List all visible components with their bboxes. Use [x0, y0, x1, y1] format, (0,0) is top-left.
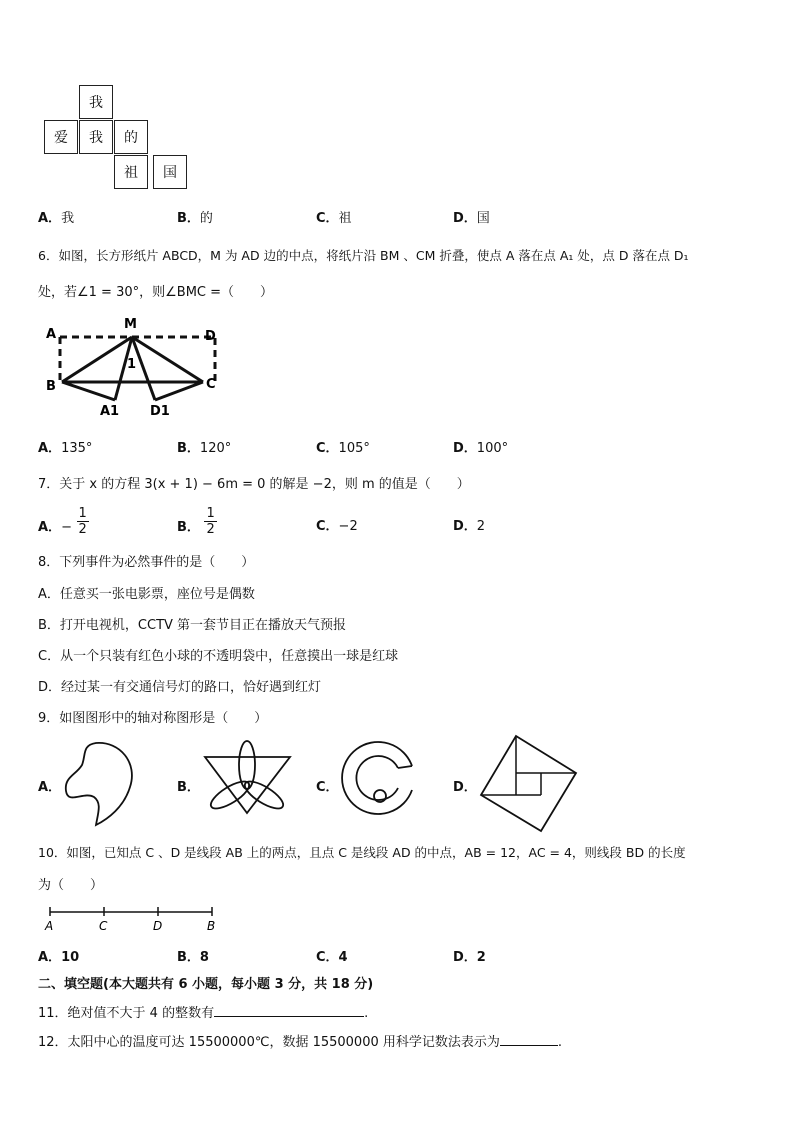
option-letter: A．	[38, 211, 62, 226]
minus-sign: −	[61, 520, 72, 535]
q9-figure-a	[58, 735, 138, 830]
q12-end: .	[557, 1035, 563, 1050]
option-letter: B．	[177, 520, 200, 535]
option-letter: C．	[316, 950, 339, 965]
q7-option-d	[453, 515, 485, 534]
option-text: 我	[61, 211, 75, 226]
q9-figure-b	[200, 735, 295, 820]
q9-figure-c	[338, 738, 418, 818]
option-letter: C．	[316, 211, 339, 226]
q10-figure	[40, 903, 230, 933]
fraction	[77, 506, 89, 537]
option-letter: D．	[453, 441, 477, 456]
net-cell: 爱	[44, 120, 78, 154]
q6-option-d	[453, 437, 508, 456]
q6-text-line2: 处，若∠1 = 30°，则∠BMC =（ ）	[38, 285, 274, 300]
label-A1: A1	[100, 404, 120, 419]
q5-option-d	[453, 207, 490, 226]
option-letter: B．	[177, 211, 200, 226]
option-text: 祖	[338, 211, 352, 226]
option-letter: D．	[453, 211, 477, 226]
label-C: C	[99, 919, 108, 933]
q9-label-d: D．	[453, 780, 477, 795]
denominator: 2	[206, 522, 215, 537]
q6-option-b	[177, 437, 231, 456]
q11	[38, 1002, 368, 1021]
q5-option-b	[177, 207, 213, 226]
label-angle-1: 1	[127, 357, 137, 372]
q8-option-b: B．打开电视机，CCTV 第一套节目正在播放天气预报	[38, 618, 347, 633]
label-A: A	[46, 327, 57, 342]
q11-end: .	[364, 1006, 369, 1021]
q7-option-a	[38, 506, 89, 537]
net-cell: 的	[114, 120, 148, 154]
option-text: 4	[338, 950, 348, 965]
option-letter: A．	[38, 441, 62, 456]
q6-option-a	[38, 437, 92, 456]
numerator: 1	[78, 506, 87, 521]
q8-option-d: D．经过某一有交通信号灯的路口，恰好遇到红灯	[38, 680, 322, 695]
q5-option-a	[38, 207, 74, 226]
q10-option-d	[453, 946, 486, 965]
label-M: M	[124, 317, 137, 332]
net-cell: 我	[79, 120, 113, 154]
q7-option-b	[177, 506, 217, 537]
q9-figure-d	[478, 733, 580, 835]
option-text: −2	[338, 519, 358, 534]
q10-text-line2: 为（ ）	[38, 878, 104, 893]
option-text: 2	[476, 950, 486, 965]
q9-label-a: A．	[38, 780, 62, 795]
numerator: 1	[206, 506, 215, 521]
option-text: 国	[476, 211, 490, 226]
answer-blank[interactable]	[500, 1033, 558, 1046]
q10-text-line1: 10．如图，已知点 C 、D 是线段 AB 上的两点，且点 C 是线段 AD 的中点，AB = 12，AC = 4，则线段 BD 的长度	[38, 845, 686, 860]
option-letter: D．	[453, 950, 477, 965]
option-text: 120°	[199, 441, 232, 456]
q9-label-c: C．	[316, 780, 339, 795]
q10-option-c	[316, 946, 348, 965]
q5-option-c	[316, 207, 352, 226]
label-B: B	[46, 379, 56, 394]
net-cell: 我	[79, 85, 113, 119]
q7-option-c	[316, 515, 358, 534]
option-text: 135°	[61, 441, 93, 456]
q12-text: 12．太阳中心的温度可达 15500000℃，数据 15500000 用科学记数法表示为	[38, 1035, 500, 1050]
option-letter: B．	[177, 441, 200, 456]
label-B: B	[207, 919, 216, 933]
q9-text: 9．如图图形中的轴对称图形是（ ）	[38, 711, 268, 726]
label-D1: D1	[150, 404, 170, 419]
q6-option-c	[316, 437, 370, 456]
label-D: D	[205, 329, 216, 344]
option-letter: C．	[316, 441, 339, 456]
label-C: C	[206, 377, 216, 392]
q9-label-b: B．	[177, 780, 200, 795]
label-A: A	[45, 919, 54, 933]
option-text: 10	[61, 950, 80, 965]
q11-text: 11．绝对值不大于 4 的整数有	[38, 1006, 215, 1021]
answer-blank[interactable]	[214, 1004, 364, 1017]
q8-option-a: A．任意买一张电影票，座位号是偶数	[38, 587, 255, 602]
net-cell: 国	[153, 155, 187, 189]
q8-option-c: C．从一个只装有红色小球的不透明袋中，任意摸出一球是红球	[38, 649, 399, 664]
label-D: D	[153, 919, 163, 933]
option-text: 100°	[476, 441, 509, 456]
option-letter: A．	[38, 520, 62, 535]
option-text: 105°	[338, 441, 370, 456]
option-letter: C．	[316, 519, 339, 534]
denominator: 2	[78, 522, 87, 537]
option-text: 8	[199, 950, 209, 965]
option-text: 的	[199, 211, 213, 226]
q6-text-line1: 6．如图，长方形纸片 ABCD，M 为 AD 边的中点，将纸片沿 BM 、CM 折叠，使点 A 落在点 A₁ 处，点 D 落在点 D₁	[38, 248, 689, 263]
option-letter: B．	[177, 950, 200, 965]
fraction	[204, 506, 216, 537]
q10-option-a	[38, 946, 79, 965]
option-text: 2	[476, 519, 486, 534]
q12	[38, 1031, 562, 1050]
q7-text: 7．关于 x 的方程 3(x + 1) − 6m = 0 的解是 −2，则 m 的值是（ ）	[38, 477, 470, 492]
option-letter: A．	[38, 950, 62, 965]
q8-text: 8．下列事件为必然事件的是（ ）	[38, 555, 255, 570]
section-heading: 二、填空题(本大题共有 6 小题，每小题 3 分，共 18 分)	[38, 977, 374, 992]
net-cell: 祖	[114, 155, 148, 189]
q10-option-b	[177, 946, 209, 965]
q6-figure	[40, 312, 230, 422]
option-letter: D．	[453, 519, 477, 534]
